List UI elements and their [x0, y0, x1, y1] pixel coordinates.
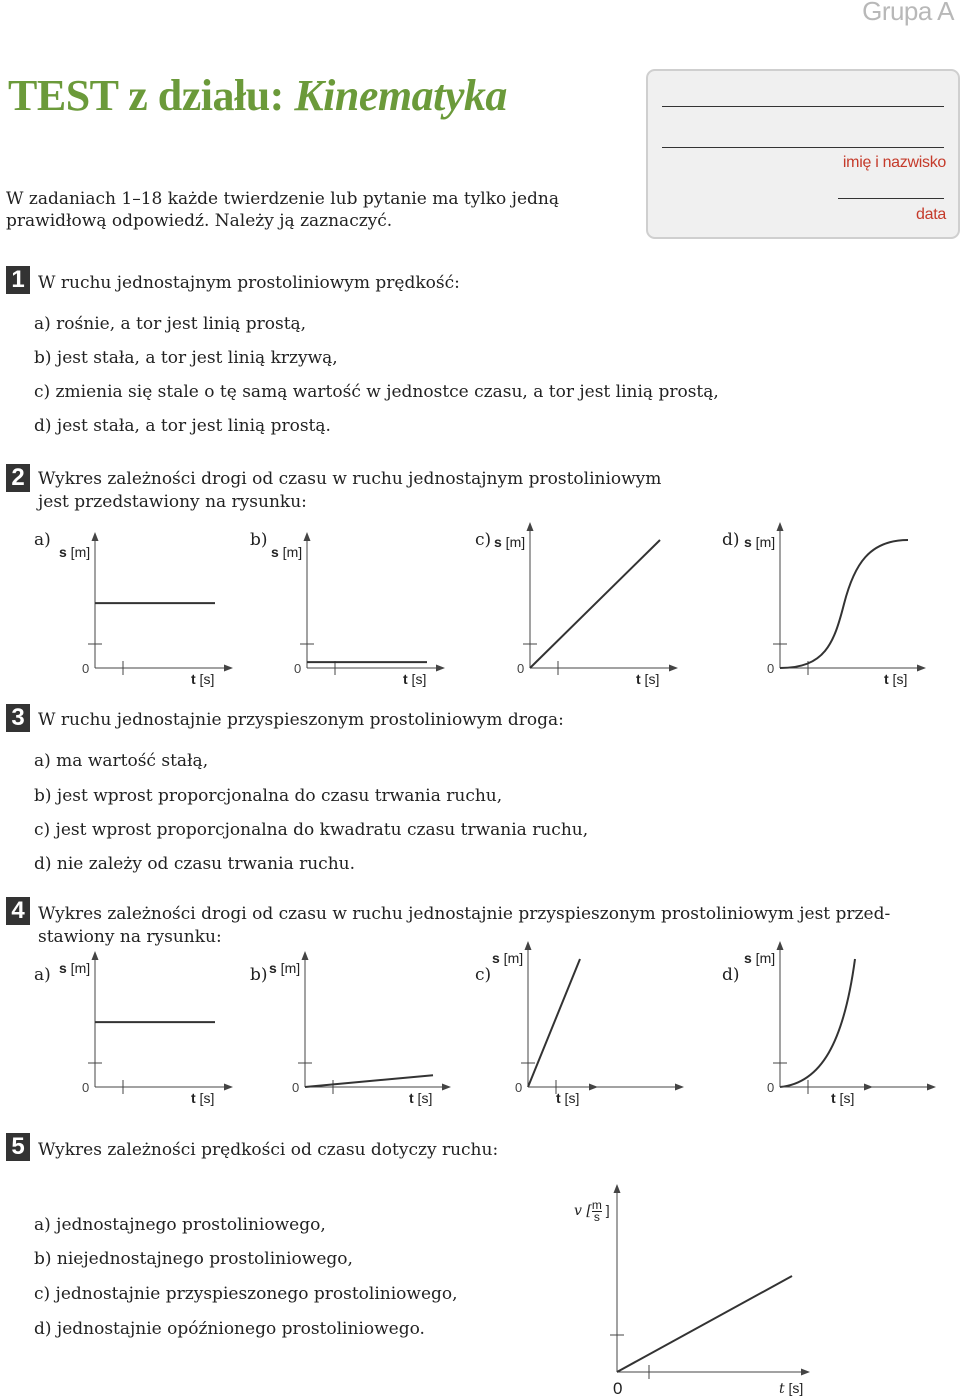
q5-option-a[interactable]: a) jednostajnego prostoliniowego,	[34, 1215, 326, 1235]
q5-v-close: ]	[601, 1202, 610, 1219]
q4c-t-label	[556, 1090, 579, 1106]
q5-origin: 0	[613, 1379, 623, 1397]
q2b-x-arrow	[436, 665, 445, 672]
q5-option-c[interactable]: c) jednostajnie przyspieszonego prostoliniowego,	[34, 1284, 458, 1304]
q2a-s-label	[59, 544, 90, 560]
q4d-t-label	[831, 1090, 854, 1106]
q2c-s-var: s	[494, 534, 502, 550]
q2c-series-line	[530, 540, 660, 668]
q2d-s-label	[744, 534, 775, 550]
q4b-origin: 0	[292, 1080, 300, 1095]
q5-y-arrow	[614, 1184, 621, 1193]
q4d-origin: 0	[767, 1080, 775, 1095]
date-label: data	[916, 206, 946, 223]
q4-option-c[interactable]: c)	[475, 965, 492, 985]
q2c-y-arrow	[527, 522, 534, 531]
q4c-s-var: s	[492, 950, 500, 966]
q3-option-b[interactable]: b) jest wprost proporcjonalna do czasu trwania ruchu,	[34, 786, 503, 806]
q4a-t-unit: [s]	[195, 1090, 215, 1106]
q4-option-d[interactable]: d)	[722, 965, 740, 985]
q1-option-b[interactable]: b) jest stała, a tor jest linią krzywą,	[34, 348, 338, 368]
q2-option-d[interactable]: d)	[722, 530, 740, 550]
q2d-origin: 0	[767, 661, 775, 676]
q2d-s-unit: [m]	[751, 534, 776, 550]
q4-option-a[interactable]: a)	[34, 965, 51, 985]
q4-text-line1: Wykres zależności drogi od czasu w ruchu jednostajnie przyspieszonym prostoliniowym jest przed-	[38, 904, 891, 924]
q1-option-c[interactable]: c) zmienia się stale o tę samą wartość w jednostce czasu, a tor jest linią prostą,	[34, 382, 719, 402]
q3-option-d[interactable]: d) nie zależy od czasu trwania ruchu.	[34, 854, 355, 874]
q4b-series-line	[305, 1075, 433, 1087]
q4d-s-var: s	[744, 950, 752, 966]
q2d-t-var: t	[884, 671, 889, 687]
q2c-x-arrow	[669, 665, 678, 672]
q3-option-a[interactable]: a) ma wartość stałą,	[34, 751, 209, 771]
q2d-x-arrow	[917, 665, 926, 672]
q2b-t-unit: [s]	[407, 671, 427, 687]
q2a-t-label	[191, 671, 214, 687]
q4-text-line2: stawiony na rysunku:	[38, 927, 222, 947]
q4c-y-arrow	[525, 941, 532, 950]
q4d-s-label	[744, 950, 775, 966]
q4d-y-arrow	[777, 941, 784, 950]
q4a-s-label	[59, 960, 90, 976]
group-label: Grupa A	[862, 0, 954, 26]
q4b-t-label	[409, 1090, 432, 1106]
q4a-origin: 0	[82, 1080, 90, 1095]
question-number-5: 5	[6, 1133, 30, 1161]
q2b-y-arrow	[304, 532, 311, 541]
q2b-origin: 0	[294, 661, 302, 676]
name-label: imię i nazwisko	[842, 154, 946, 171]
q4b-t-var: t	[409, 1090, 414, 1106]
q4c-origin: 0	[515, 1080, 523, 1095]
question-number-2: 2	[6, 464, 30, 492]
q3-option-c[interactable]: c) jest wprost proporcjonalna do kwadratu czasu trwania ruchu,	[34, 820, 589, 840]
question-number-1: 1	[6, 266, 30, 294]
q5-v-unit-fraction	[592, 1200, 602, 1223]
question-number-3: 3	[6, 704, 30, 732]
q2d-series-line	[780, 540, 908, 668]
q2-option-a[interactable]: a)	[34, 530, 51, 550]
q2a-y-arrow	[92, 532, 99, 541]
title-prefix: TEST z działu:	[8, 71, 295, 120]
q4d-s-unit: [m]	[751, 950, 776, 966]
q3-text: W ruchu jednostajnie przyspieszonym prostoliniowym droga:	[38, 710, 564, 730]
q4a-t-label	[191, 1090, 214, 1106]
q5-t-label	[779, 1380, 803, 1397]
q2b-s-var: s	[271, 544, 279, 560]
q5-x-arrow	[801, 1369, 810, 1376]
q5-v-label	[574, 1200, 610, 1223]
q2c-t-unit: [s]	[640, 671, 660, 687]
q2a-origin: 0	[82, 661, 90, 676]
q4-option-b[interactable]: b)	[250, 965, 268, 985]
q2c-s-label	[494, 534, 525, 550]
q2-option-b[interactable]: b)	[250, 530, 268, 550]
q1-option-d[interactable]: d) jest stała, a tor jest linią prostą.	[34, 416, 331, 436]
q2d-s-var: s	[744, 534, 752, 550]
q2d-y-arrow	[777, 522, 784, 531]
q5-option-d[interactable]: d) jednostajnie opóźnionego prostoliniowego.	[34, 1319, 425, 1339]
q1-text: W ruchu jednostajnym prostoliniowym prędkość:	[38, 273, 460, 293]
q2-text-line2: jest przedstawiony na rysunku:	[38, 492, 307, 512]
question-number-4: 4	[6, 897, 30, 925]
q2a-x-arrow	[224, 665, 233, 672]
q2a-s-unit: [m]	[66, 544, 91, 560]
q2a-t-var: t	[191, 671, 196, 687]
q5-v-unit-den: s	[593, 1210, 600, 1224]
q2c-t-label	[636, 671, 659, 687]
q5-v-unit-num: m	[591, 1198, 602, 1212]
q2b-s-unit: [m]	[278, 544, 303, 560]
q4d-t-unit: [s]	[835, 1090, 855, 1106]
q5-option-b[interactable]: b) niejednostajnego prostoliniowego,	[34, 1249, 353, 1269]
q4b-s-label	[269, 960, 300, 976]
q2b-t-label	[403, 671, 426, 687]
q2-option-c[interactable]: c)	[475, 530, 492, 550]
q4a-t-var: t	[191, 1090, 196, 1106]
q4c-t-var: t	[556, 1090, 561, 1106]
q2c-origin: 0	[517, 661, 525, 676]
q2a-s-var: s	[59, 544, 67, 560]
q4b-s-var: s	[269, 960, 277, 976]
q5-t-var: t	[779, 1381, 785, 1397]
q4a-s-var: s	[59, 960, 67, 976]
q4a-x-arrow	[224, 1084, 233, 1091]
q4b-t-unit: [s]	[413, 1090, 433, 1106]
q4b-y-arrow	[302, 951, 309, 960]
q4d-x-arrow-ext	[927, 1084, 936, 1091]
q4c-s-unit: [m]	[499, 950, 524, 966]
q2d-t-unit: [s]	[888, 671, 908, 687]
q2c-s-unit: [m]	[501, 534, 526, 550]
q5-t-unit: [s]	[784, 1380, 804, 1396]
q5-text: Wykres zależności prędkości od czasu dotyczy ruchu:	[38, 1140, 499, 1160]
q5-series-line	[617, 1276, 792, 1372]
q4c-x-arrow-ext	[675, 1084, 684, 1091]
q4d-series-line	[780, 959, 855, 1087]
q1-option-a[interactable]: a) rośnie, a tor jest linią prostą,	[34, 314, 307, 334]
q5-v-var: v [	[574, 1203, 592, 1220]
intro-text: W zadaniach 1–18 każde twierdzenie lub pytanie ma tylko jedną prawidłową odpowiedź. Należy ją zaznaczyć.	[6, 189, 559, 231]
q4c-s-label	[492, 950, 523, 966]
q4b-x-arrow	[442, 1084, 451, 1091]
q4d-t-var: t	[831, 1090, 836, 1106]
q4a-y-arrow	[92, 951, 99, 960]
q4c-t-unit: [s]	[560, 1090, 580, 1106]
q2d-t-label	[884, 671, 907, 687]
q4c-series-line	[528, 959, 580, 1087]
title-topic: Kinematyka	[294, 71, 507, 120]
q2a-t-unit: [s]	[195, 671, 215, 687]
q4b-s-unit: [m]	[276, 960, 301, 976]
q2b-t-var: t	[403, 671, 408, 687]
q2-text-line1: Wykres zależności drogi od czasu w ruchu jednostajnym prostoliniowym	[38, 469, 662, 489]
q2b-s-label	[271, 544, 302, 560]
q4a-s-unit: [m]	[66, 960, 91, 976]
q2c-t-var: t	[636, 671, 641, 687]
